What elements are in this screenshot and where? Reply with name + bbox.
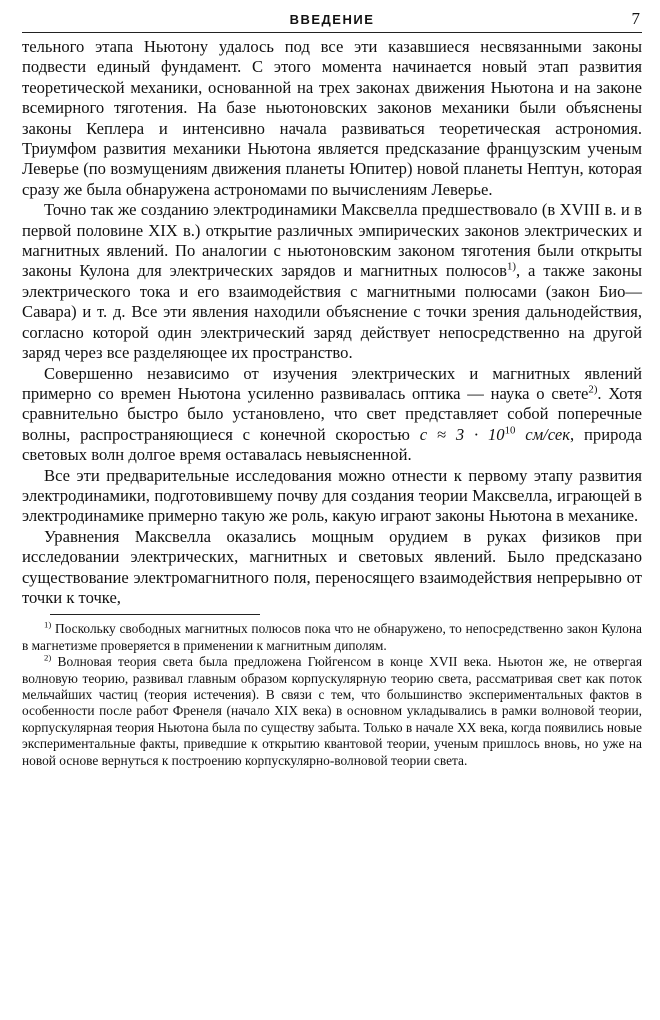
page-header	[22, 6, 642, 33]
paragraph-4: Все эти предварительные исследования можно отнести к первому этапу развития электродинамики, подготовившему почву для создания теории Максвелла, играющей в электродинамике примерно такую же роль, какую играют законы Ньютона в механике.	[22, 465, 642, 526]
footnote-2-mark: 2)	[44, 652, 52, 663]
footnote-1	[22, 621, 642, 654]
main-text	[22, 37, 642, 608]
paragraph-3-text-c: , природа световых волн долгое время оставалась невыясненной.	[22, 424, 643, 465]
paragraph-2-text-a: Точно так же созданию электродинамики Максвелла предшествовало (в XVIII в. и в первой половине XIX в.) открытие различных эмпирических законов электрических и магнитных явлений. По аналогии с ньютоновским законом тяготения были открыты законы Кулона для электрических зарядов и магнитных полюсов	[22, 200, 642, 281]
running-head: ВВЕДЕНИЕ	[289, 12, 375, 27]
speed-unit: см/сек	[525, 424, 571, 444]
footnote-1-text: Поскольку свободных магнитных полюсов пока что не обнаружено, то непосредственно закон Кулона в магнетизме проверяется в применении к магнитным диполям.	[22, 621, 642, 653]
footnotes	[22, 621, 642, 769]
footnote-2-text: Волновая теория света была предложена Гюйгенсом в конце XVII века. Ньютон же, не отвергая волновую теорию, развивал главным образом корпускулярную теорию света, рассматривая свет как поток мельчайших частиц (теория истечения). В связи с тем, что большинство экспериментальных фактов в особенности после работ Френеля (начало XIX века) в основном укладывались в рамки волновой теории, корпускулярная теория Ньютона была по существу забыта. Только в начале XX века, когда появились новые экспериментальные факты, приведшие к открытию квантовой теории, ученым пришлось вновь, но уже на новой основе вернуться к построению корпускулярно-волновой теории света.	[22, 654, 642, 768]
paragraph-1: тельного этапа Ньютону удалось под все эти казавшиеся несвязанными законы подвести единый фундамент. С этого момента начинается новый этап развития теоретической механики, основанной на трех законах движения Ньютона и на законе всемирного тяготения. На базе ньютоновских законов механики были объяснены законы Кеплера и интенсивно начала развиваться теоретическая астрономия. Триумфом развития механики Ньютона является предсказание французским ученым Леверье (по возмущениям движения планеты Юпитер) новой планеты Нептун, которая сразу же была обнаружена астрономами по вычислениям Леверье.	[22, 37, 642, 199]
footnote-separator	[50, 614, 260, 615]
paragraph-3-text-b: . Хотя сравнительно быстро было установлено, что свет представляет собой поперечные волны, распространяющиеся с конечной скоростью	[22, 383, 642, 444]
paragraph-2-text-b: , а также законы электрического тока и его взаимодействия с магнитными полюсами (закон Био—Савара) и т. д. Все эти явления находили объяснение с точки зрения дальнодействия, согласно которой один электрический заряд действует непосредственно на другой заряд через все разделяющее их пространство.	[22, 261, 643, 363]
paragraph-5: Уравнения Максвелла оказались мощным орудием в руках физиков при исследовании электрических, магнитных и световых явлений. Было предсказано существование электромагнитного поля, переносящего взаимодействия непрерывно от точки к точке,	[22, 526, 642, 607]
footnote-ref-1: 1)	[507, 260, 516, 273]
speed-formula: c ≈ 3 · 10	[419, 424, 505, 444]
page-number: 7	[631, 9, 640, 28]
footnote-ref-2: 2)	[588, 383, 598, 396]
paragraph-2	[22, 200, 642, 363]
footnote-2	[22, 654, 642, 769]
paragraph-3-text-a: Совершенно независимо от изучения электрических и магнитных явлений примерно со времен Ньютона усиленно развивалась оптика — наука о свете	[22, 363, 642, 403]
paragraph-3	[22, 364, 642, 466]
footnote-1-mark: 1)	[44, 619, 52, 630]
speed-exponent: 10	[504, 424, 516, 437]
